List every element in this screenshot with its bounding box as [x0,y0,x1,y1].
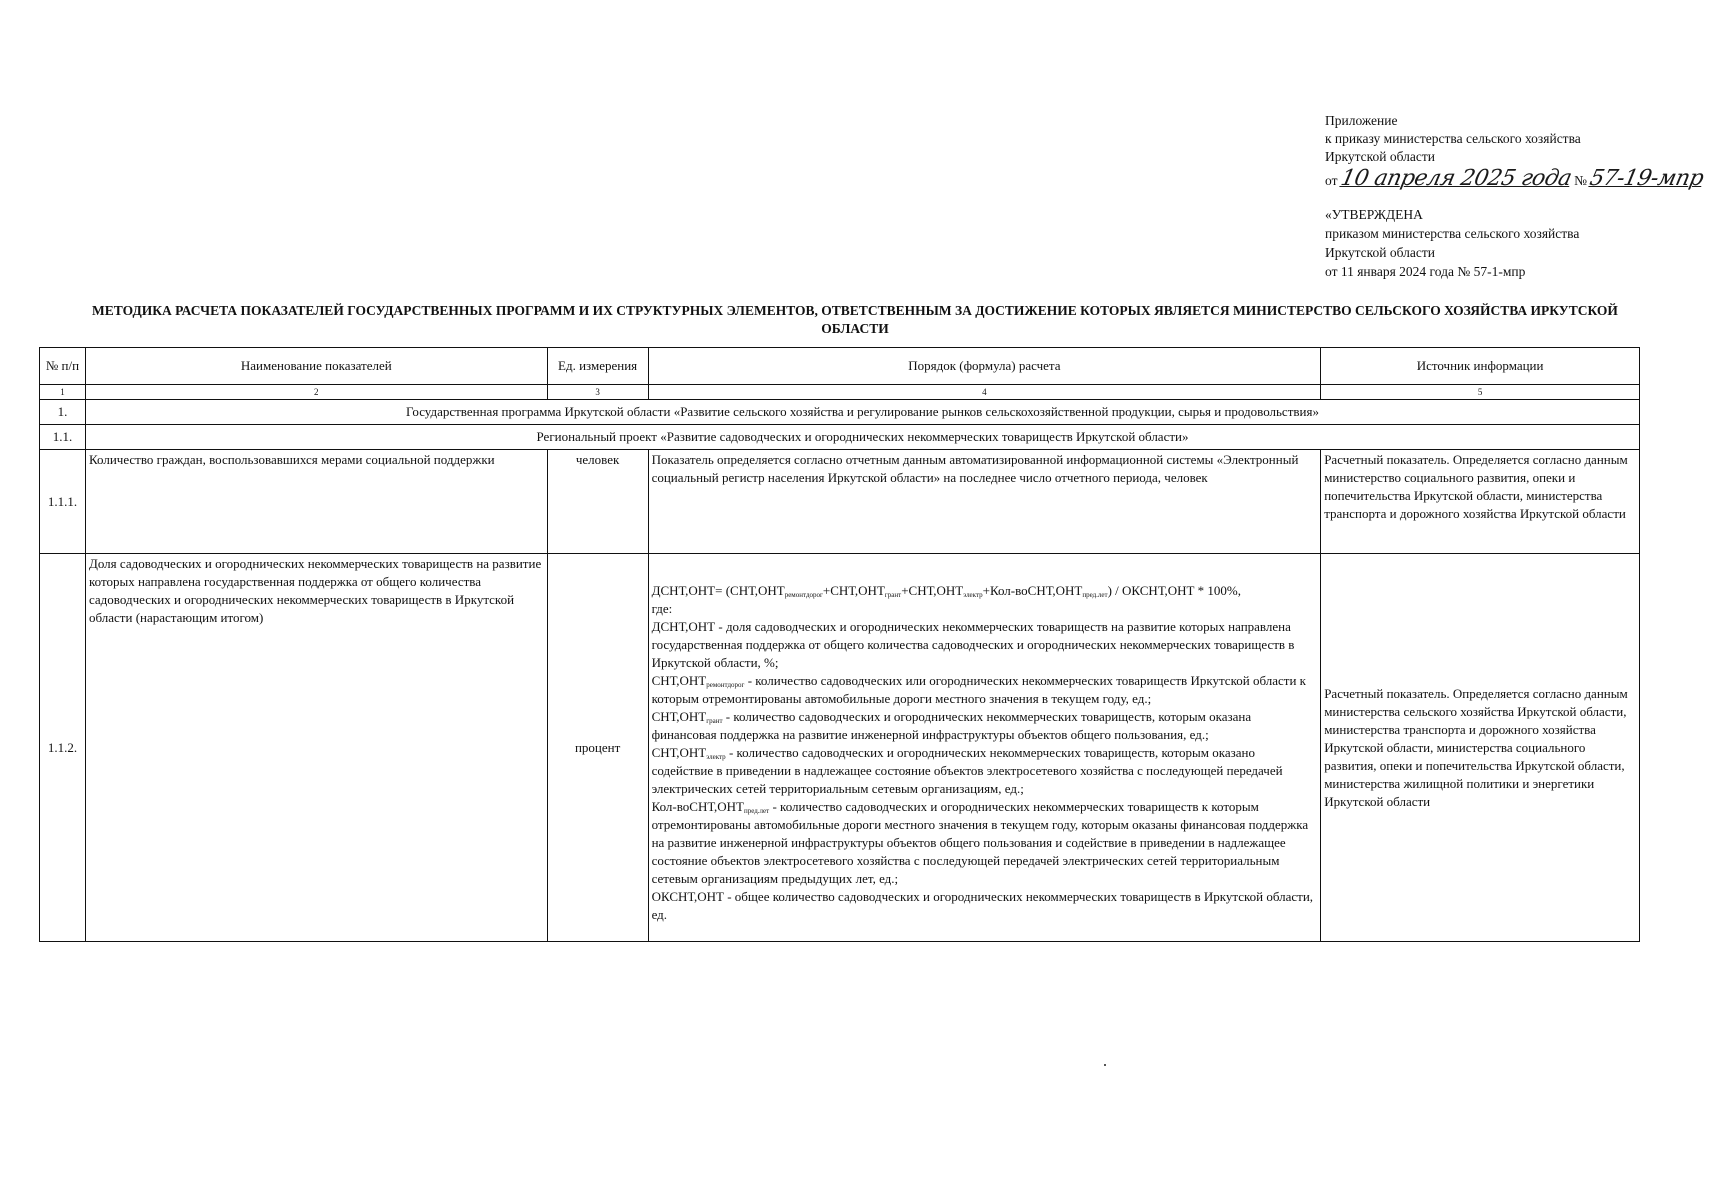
approved-line-3: Иркутской области [1325,245,1436,260]
project-row [40,425,1640,450]
formula-definition: $СНТ,ОНТ_{электр}$ - количество садоводческих и огороднических некоммерческих товариществ, которым оказано содействие в приведении в надлежащее состояние объектов электросетевого хозяйства с последующей передачей электрических сетей территориальным сетевым организациям, ед.; [651,745,1283,796]
formula-where: где: [651,601,673,616]
methodology-table [39,347,1640,942]
col-number: 5 [1321,385,1640,400]
appendix-block [1325,112,1705,192]
program-title: Государственная программа Иркутской области «Развитие сельского хозяйства и регулирование рынков сельскохозяйственной продукции, сырья и продовольствия» [85,400,1639,425]
header-source: Источник информации [1321,348,1640,385]
indicator-name: Количество граждан, воспользовавшихся мерами социальной поддержки [85,450,547,554]
appendix-line-2: к приказу министерства сельского хозяйства [1325,131,1581,146]
row-num: 1.1.2. [40,554,86,942]
source-text: Расчетный показатель. Определяется согласно данным министерство социального развития, опеки и попечительства Иркутской области, министерства транспорта и дорожного хозяйства Иркутской области [1321,450,1640,554]
appendix-date-line [1325,166,1705,192]
formula-definition: $СНТ,ОНТ_{грант}$ - количество садоводческих и огороднических некоммерческих товариществ, которым оказана финансовая поддержка на развитие инженерной инфраструктуры объектов общего пользования, ед.; [651,709,1252,742]
header-num: № п/п [40,348,86,385]
header-row [40,348,1640,385]
project-title: Региональный проект «Развитие садоводческих и огороднических некоммерческих товариществ Иркутской области» [85,425,1639,450]
col-number: 2 [85,385,547,400]
program-num: 1. [40,400,86,425]
formula-definition: $СНТ,ОНТ_{ремонтдорог}$ - количество садоводческих или огороднических некоммерческих товариществ Иркутской области к которым отремонтированы автомобильные дороги местного значения в текущем году, ед.; [651,673,1306,706]
document-title: МЕТОДИКА РАСЧЕТА ПОКАЗАТЕЛЕЙ ГОСУДАРСТВЕННЫХ ПРОГРАММ И ИХ СТРУКТУРНЫХ ЭЛЕМЕНТОВ, ОТВЕТСТВЕННЫМ ЗА ДОСТИЖЕНИЕ КОТОРЫХ ЯВЛЯЕТСЯ МИНИСТЕРСТВО СЕЛЬСКОГО ХОЗЯЙСТВА ИРКУТСКОЙ ОБЛАСТИ [92,303,1618,336]
indicator-name: Доля садоводческих и огороднических некоммерческих товариществ на развитие которых направлена государственная поддержка от общего количества садоводческих и огороднических некоммерческих товариществ в Иркутской области (нарастающим итогом) [85,554,547,942]
project-num: 1.1. [40,425,86,450]
appendix-line-1: Приложение [1325,113,1398,128]
table-row [40,554,1640,942]
approved-line-2: приказом министерства сельского хозяйства [1325,226,1580,241]
column-number-row [40,385,1640,400]
handwritten-date: 10 апреля 2025 года [1338,166,1574,191]
header-name: Наименование показателей [85,348,547,385]
table-row [40,450,1640,554]
formula-definition: ДСНТ,ОНТ - доля садоводческих и огороднических некоммерческих товариществ на развитие которых направлена государственная поддержка от общего количества садоводческих и огороднических некоммерческих товариществ в Иркутской области, %; [651,619,1295,670]
source-text: Расчетный показатель. Определяется согласно данным министерства сельского хозяйства Иркутской области, министерства транспорта и дорожного хозяйства Иркутской области, министерства социального развития, опеки и попечительства Иркутской области, министерства жилищной политики и энергетики Иркутской области [1321,554,1640,942]
row-num: 1.1.1. [40,450,86,554]
unit: процент [547,554,648,942]
appendix-line-3: Иркутской области [1325,149,1436,164]
from-label: от [1325,173,1338,188]
program-row [40,400,1640,425]
scan-speck [1104,1064,1106,1066]
formula-expression: ДСНТ,ОНТ= $(СНТ,ОНТ_{ремонтдорог}+СНТ,ОНТ_{грант}+СНТ,ОНТ_{электр}+Кол-воСНТ,ОНТ_{пред.лет})$ / ОКСНТ,ОНТ * 100%, [651,583,1241,599]
approved-line-4: от 11 января 2024 года № 57-1-мпр [1325,264,1526,279]
formula-definition: Кол-$воСНТ,ОНТ_{пред.лет}$ - количество садоводческих и огороднических некоммерческих товариществ к которым отремонтированы автомобильные дороги местного значения в текущем году, которым оказаны финансовая поддержка на развитие инженерной инфраструктуры объектов общего пользования и содействие в приведении в надлежащее состояние объектов электросетевого хозяйства с последующей передачей электрических сетей территориальным сетевым организациям предыдущих лет, ед.; [651,799,1309,886]
header-unit: Ед. измерения [547,348,648,385]
number-label: № [1574,173,1587,188]
formula-text: Показатель определяется согласно отчетным данным автоматизированной информационной системы «Электронный социальный регистр населения Иркутской области» на последнее число отчетного периода, человек [648,450,1321,554]
formula-cell [648,554,1321,942]
col-number: 4 [648,385,1321,400]
formula-definition: ОКСНТ,ОНТ - общее количество садоводческих и огороднических некоммерческих товариществ в Иркутской области, ед. [651,889,1314,922]
col-number: 3 [547,385,648,400]
approved-block [1325,205,1705,281]
unit: человек [547,450,648,554]
approved-line-1: «УТВЕРЖДЕНА [1325,207,1423,222]
handwritten-number: 57-19-мпр [1587,166,1706,191]
header-formula: Порядок (формула) расчета [648,348,1321,385]
col-number: 1 [40,385,86,400]
